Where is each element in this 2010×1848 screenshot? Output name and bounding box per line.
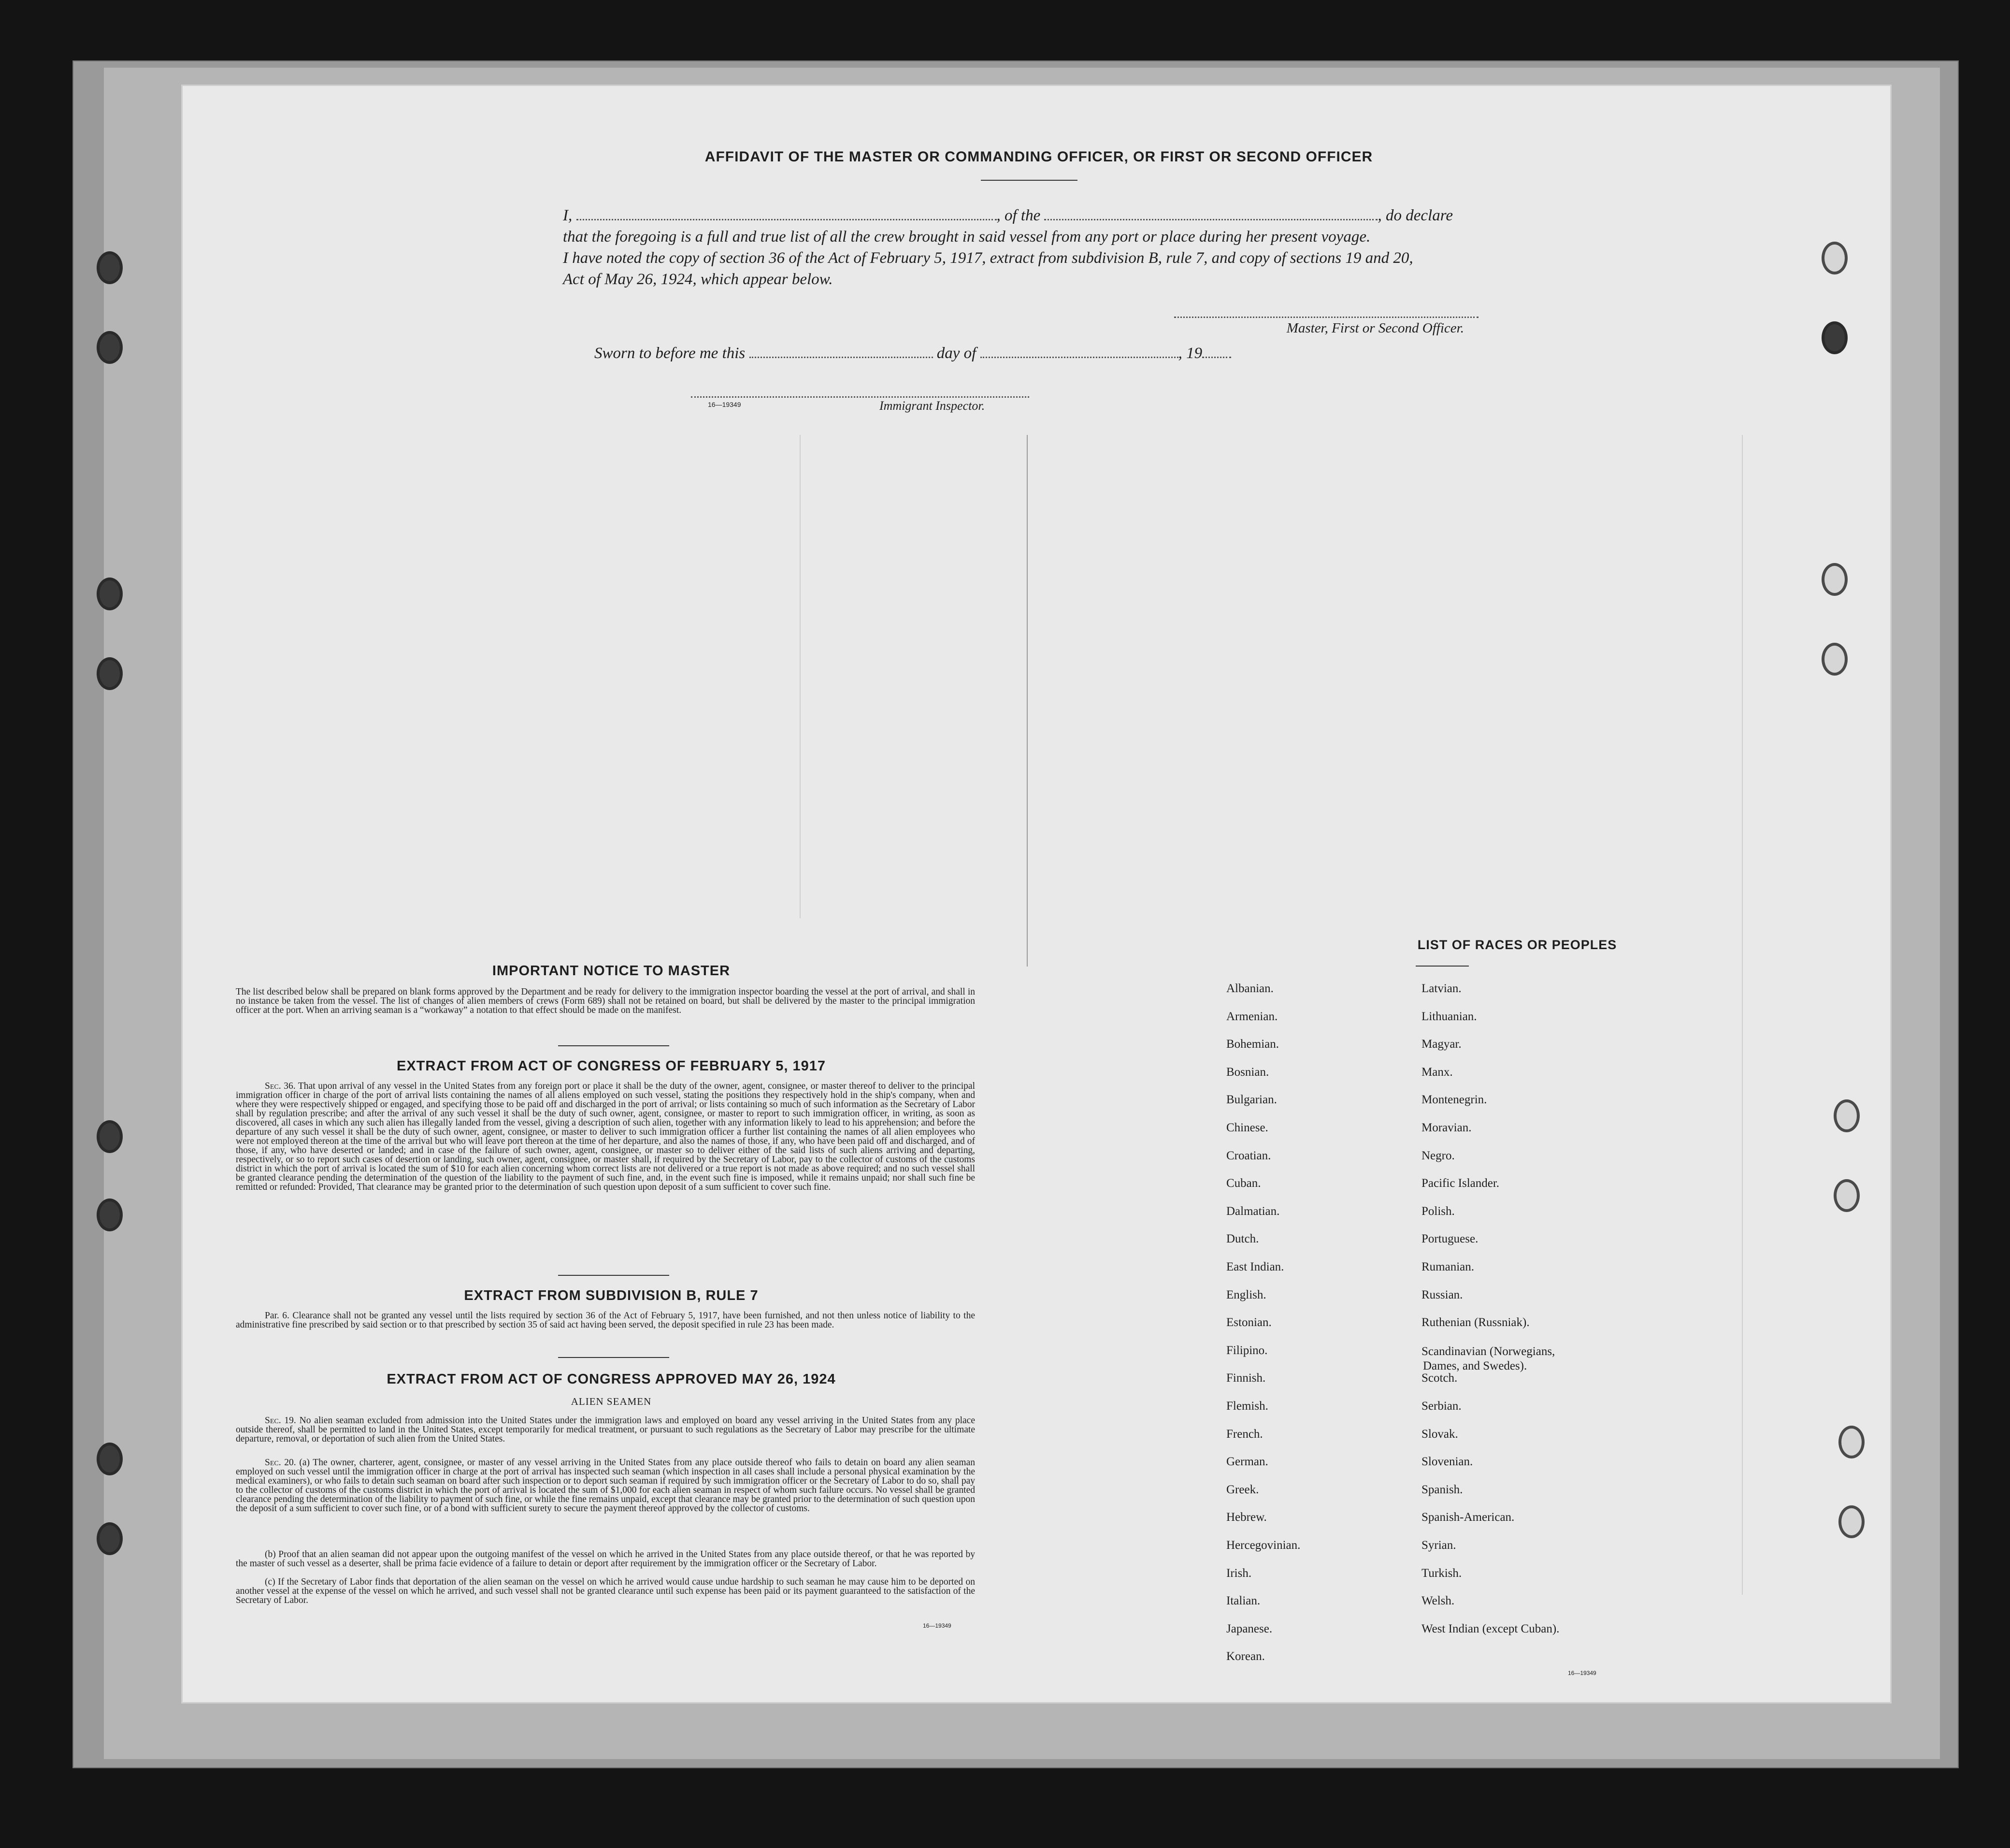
races-rule [1416,966,1469,967]
affidavit-title: AFFIDAVIT OF THE MASTER OR COMMANDING OFFICER, OR FIRST OR SECOND OFFICER [704,149,1373,165]
section-rule [558,1045,669,1046]
race-item: Albanian. [1226,982,1274,995]
section-rule [558,1357,669,1358]
race-item: Serbian. [1421,1400,1462,1413]
sec-20a-body: (a) The owner, charterer, agent, consignee, or master of any vessel arriving in the United States from any place outside thereof who fails to detain on board any alien seaman employed on such vessel until the immigration officer in charge at the port of arrival has inspected such seaman (which inspection in all cases shall include a personal physical examination by the medical examiners), or who fails to detain such seaman on board after such inspection or to deport such seaman if required by such immigration officer or the Secretary of Labor to do so, shall pay to the collector of customs of the customs district in which the port of arrival is located the sum of $1,000 for each alien seaman in respect of whom such failure occurs. No vessel shall be granted clearance pending the determination of the liability to payment of such fine, or while the fine remains unpaid, except that clearance may be granted prior to the determination of such question upon the deposit of a sum sufficient to cover such fine, or of a bond with sufficient surety to secure the payment thereof approved by the collector of customs. [236,1458,976,1514]
vessel-name-blank[interactable] [1044,214,1378,220]
year-label: , 19 [1178,345,1203,362]
binder-hole [97,1198,123,1231]
race-item: Italian. [1226,1594,1261,1607]
race-item: Latvian. [1421,982,1462,995]
race-item: Lithuanian. [1421,1010,1477,1023]
race-item: Montenegrin. [1421,1093,1487,1106]
binder-hole [1822,242,1848,274]
race-item: Russian. [1421,1288,1463,1301]
race-item: Turkish. [1421,1567,1462,1580]
binder-hole [97,1120,123,1153]
title-rule [981,180,1077,181]
binder-hole [1834,1179,1860,1212]
race-item: Filipino. [1226,1344,1268,1357]
bleed-through-rule [1742,435,1743,1595]
race-item: Chinese. [1226,1121,1268,1134]
extract-rule7-title: EXTRACT FROM SUBDIVISION B, RULE 7 [464,1288,759,1303]
affidavit-declaration-line [563,207,1529,225]
race-item: Pacific Islander. [1421,1177,1500,1190]
binder-hole [1838,1505,1865,1538]
race-item: Welsh. [1421,1594,1455,1607]
declarant-label: I, [563,207,573,224]
sworn-day-blank[interactable] [749,352,933,358]
race-item: Armenian. [1226,1010,1278,1023]
inspector-signature-blank[interactable] [691,396,1029,398]
race-item: Slovenian. [1421,1455,1473,1468]
race-item: Hebrew. [1226,1511,1267,1524]
extract-rule7-text: Par. 6. Clearance shall not be granted any vessel until the lists required by section 36 of the Act of February 5, 1917, have been furnished, and not then unless notice of liability to the administrative fine prescribed by said section or to that prescribed by section 35 of said act having been served, the deposit specified in rule 23 has been made. [236,1311,975,1330]
race-item: West Indian (except Cuban). [1421,1622,1560,1635]
notice-text: The list described below shall be prepared on blank forms approved by the Department and be ready for delivery to the immigration inspector boarding the vessel at the port of arrival, and shall in no instance be taken from the vessel. The list of changes of alien members of crews (Form 689) shall not be retained on board, but shall be delivered by the master to the principal immigration officer at the port. When an arriving seaman is a “workaway” a notation to that effect should be made on the manifest. [236,987,975,1015]
race-item: Rumanian. [1421,1260,1475,1273]
race-item: Polish. [1421,1205,1455,1218]
race-item: French. [1226,1428,1263,1441]
declarant-name-blank[interactable] [576,214,997,220]
race-item: Korean. [1226,1650,1265,1663]
sec-20c-text: (c) If the Secretary of Labor finds that deportation of the alien seaman on the vessel on which he arrived would cause undue hardship to such seaman he may cause him to be deported on another vessel at the expense of the vessel on which he arrived, and such vessel shall not be granted clearance until such expense has been paid or its payment guaranteed to the satisfaction of the Secretary of Labor. [236,1577,975,1605]
race-item: Spanish-American. [1421,1511,1515,1524]
race-item: Slovak. [1421,1428,1458,1441]
affidavit-line-4: Act of May 26, 1924, which appear below. [563,271,833,288]
binder-hole [97,1522,123,1555]
race-item: Estonian. [1226,1316,1272,1329]
extract-form-number: 16—19349 [923,1622,951,1629]
binder-hole [1822,321,1848,354]
alien-seamen-subtitle: ALIEN SEAMEN [571,1396,652,1407]
inspector-label: Immigrant Inspector. [879,399,985,413]
race-item: Portuguese. [1421,1232,1479,1245]
race-item: Hercegovinian. [1226,1539,1301,1552]
declare-label: , do declare [1378,207,1453,224]
race-item: Greek. [1226,1483,1259,1496]
race-item: Bosnian. [1226,1066,1269,1079]
race-item: English. [1226,1288,1266,1301]
sec-19-text [236,1416,975,1444]
binder-hole [1834,1099,1860,1132]
race-item: Croatian. [1226,1149,1271,1162]
vessel-label: , of the [996,207,1041,224]
race-item: Dutch. [1226,1232,1259,1245]
race-item: Scotch. [1421,1372,1458,1385]
binder-hole [97,1443,123,1475]
sec-36-label: Sec. 36. [265,1081,296,1091]
race-item: Spanish. [1421,1483,1463,1496]
affidavit-line-3: I have noted the copy of section 36 of the Act of February 5, 1917, extract from subdivision B, rule 7, and copy of sections 19 and 20, [563,249,1413,267]
race-item: Japanese. [1226,1622,1273,1635]
races-form-number: 16—19349 [1568,1670,1596,1676]
extract-1924-title: EXTRACT FROM ACT OF CONGRESS APPROVED MAY 26, 1924 [387,1372,836,1387]
binder-hole [97,251,123,284]
sworn-line [594,345,1561,362]
sworn-label: Sworn to before me this [594,345,746,362]
race-item: Magyar. [1421,1038,1462,1051]
race-item: Dames, and Swedes). [1423,1359,1527,1372]
binder-hole [1838,1426,1865,1458]
race-item: Scandinavian (Norwegians, [1421,1345,1555,1358]
section-rule [558,1275,669,1276]
race-item: Ruthenian (Russniak). [1421,1316,1530,1329]
race-item: Bulgarian. [1226,1093,1277,1106]
notice-title: IMPORTANT NOTICE TO MASTER [492,963,731,979]
extract-1917-text [236,1082,975,1192]
inspector-form-number: 16—19349 [708,401,741,408]
race-item: Finnish. [1226,1372,1266,1385]
races-title: LIST OF RACES OR PEOPLES [1417,938,1617,952]
race-item: Cuban. [1226,1177,1261,1190]
binder-hole [97,331,123,364]
binder-hole [97,657,123,690]
sec-20a-text [236,1458,975,1513]
sec-19-label: Sec. 19. [265,1415,296,1426]
race-item: German. [1226,1455,1268,1468]
race-item: Syrian. [1421,1539,1456,1552]
race-item: East Indian. [1226,1260,1284,1273]
race-item: Irish. [1226,1567,1252,1580]
sec-20-label: Sec. 20. [265,1458,296,1468]
day-of-label: day of [936,345,976,362]
binder-hole [1822,563,1848,596]
bleed-through-rule [1027,435,1028,967]
binder-hole [1822,643,1848,676]
signature-blank[interactable] [1174,317,1479,318]
sworn-year-blank[interactable] [1202,352,1231,358]
race-item: Dalmatian. [1226,1205,1280,1218]
race-item: Flemish. [1226,1400,1268,1413]
sec-20b-text: (b) Proof that an alien seaman did not appear upon the outgoing manifest of the vessel on which he arrived in the United States from any place outside thereof, or that he was reported by the master of such vessel as a deserter, shall be prima facie evidence of a failure to detain or deport after requirement by the immigration officer or the Secretary of Labor. [236,1549,975,1569]
signature-label: Master, First or Second Officer. [1286,320,1464,336]
sworn-month-blank[interactable] [980,352,1178,358]
sec-19-body: No alien seaman excluded from admission into the United States under the immigration laws and employed on board any vessel arriving in the United States from any place outside thereof, shall be permitted to land in the United States, except temporarily for medical treatment, or pursuant to such regulations as the Secretary of Labor may prescribe for the ultimate departure, removal, or deportation of such alien from the United States. [236,1415,975,1444]
race-item: Bohemian. [1226,1038,1279,1051]
extract-1917-title: EXTRACT FROM ACT OF CONGRESS OF FEBRUARY 5, 1917 [396,1058,826,1074]
race-item: Moravian. [1421,1121,1472,1134]
race-item: Negro. [1421,1149,1455,1162]
bleed-through-rule [800,435,801,918]
binder-hole [97,578,123,610]
affidavit-line-2: that the foregoing is a full and true list of all the crew brought in said vessel from any port or place during her present voyage. [563,228,1371,245]
race-item: Manx. [1421,1066,1453,1079]
sec-36-body: That upon arrival of any vessel in the United States from any foreign port or place it shall be the duty of the owner, agent, consignee, or master thereof to deliver to the principal immigration officer in charge of the port of arrival lists containing the names of all aliens employed on such vessel, stating the positions they respectively hold in the ship's company, when and where they were respectively shipped or engaged, and specifying those to be paid off and discharged in the port of arrival; or lists containing so much of such information as the Secretary of Labor shall by regulation prescribe; and after the arrival of any such vessel it shall be the duty of such owner, agent, consignee, or master to report to such immigration officer, in writing, as soon as discovered, all cases in which any such alien has illegally landed from the vessel, giving a description of such alien, together with any information likely to lead to his apprehension; and before the departure of any such vessel it shall be the duty of such owner, agent, consignee, or master to deliver to such immigration officer a further list containing the names of all alien employees who were not employed thereon at the time of the arrival but who will leave port thereon at the time of her departure, and also the names of those, if any, who have been paid off and discharged, and of those, if any, who have deserted or landed; and in case of the failure of such owner, agent, consignee, or master so to deliver either of the said lists of such aliens arriving and departing, respectively, or so to report such cases of desertion or landing, such owner, agent, consignee, or master shall, if required by the Secretary of Labor, pay to the collector of customs of the customs district in which the port of arrival is located the sum of $10 for each alien concerning whom correct lists are not delivered or a true report is not made as above required; and no such vessel shall be granted clearance pending the determination of the question of the liability to the payment of such fine, and, in the event such fine is imposed, while it remains unpaid; nor shall such fine be remitted or refunded: Provided, That clearance may be granted prior to the determination of such question upon deposit of a sum sufficient to cover such fine. [236,1081,975,1192]
